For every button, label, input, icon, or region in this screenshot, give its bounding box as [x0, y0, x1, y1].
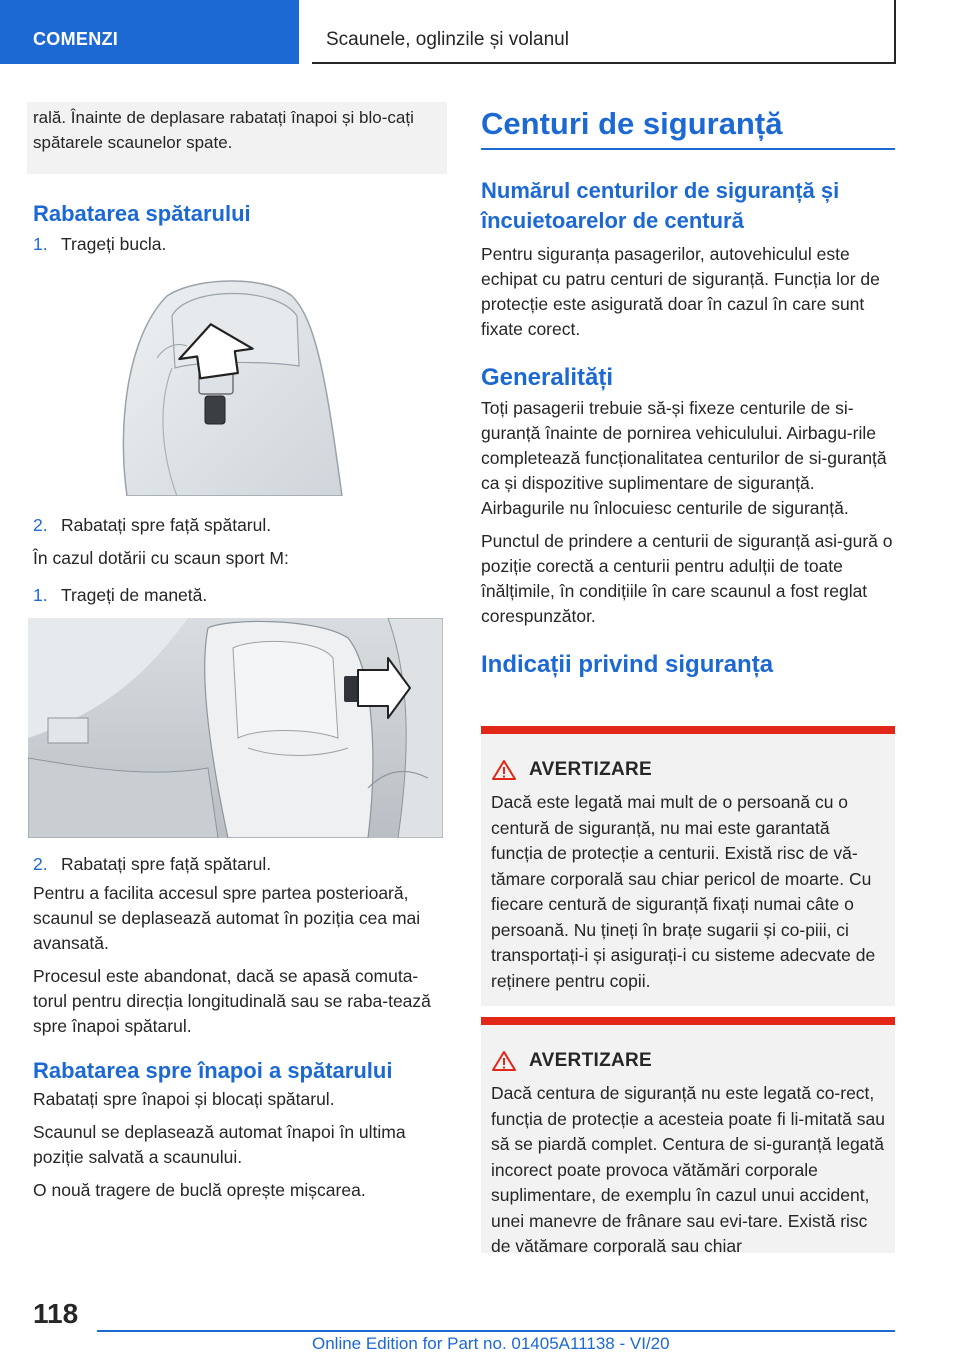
paragraph: Rabatați spre înapoi și blocați spătarul. [33, 1089, 335, 1109]
paragraph: Scaunul se deplasează automat înapoi în ultima poziție salvată a scaunului. [33, 1122, 406, 1167]
step-number: 1. [33, 234, 48, 254]
figure-sport-seat-lever [28, 618, 443, 838]
header-section-label: COMENZI [33, 29, 119, 49]
step-text: Rabatați spre față spătarul. [61, 854, 272, 874]
footer-rule [97, 1330, 895, 1332]
warning-label: AVERTIZARE [529, 1050, 652, 1071]
paragraph: Pentru a facilita accesul spre partea posterioară, scaunul se deplasează automat în poziția cea mai avansată. [33, 883, 421, 953]
step-text: Trageți bucla. [61, 234, 167, 254]
paragraph: Procesul este abandonat, dacă se apasă comuta-torul pentru direcția longitudinală sau se raba-tează spre înapoi spătarul. [33, 966, 431, 1036]
step-text: Trageți de manetă. [61, 585, 208, 605]
warning-triangle-icon [491, 759, 517, 781]
warning-text: Dacă centura de siguranță nu este legată co-rect, funcția de protecție a acesteia poate fi li-mitată sau să se piardă complet. Centura de si-guranță legată incorect poate provoca vătămări corporale suplimentare, de exemplu în cazul unui accident, unei manevre de frânare sau evi-tare. Există risc de vătămare corporală sau chiar [491, 1083, 885, 1256]
figure-backrest-loop [87, 276, 357, 496]
warning-box [481, 1017, 895, 1256]
warning-text: Dacă este legată mai mult de o persoană cu o centură de siguranță, nu mai este garantată funcția de protecție a centurii. Există risc de vă-tămare corporală sau chiar pericol de moarte. Cu fiecare centură de siguranță fixați numai câte o persoană. Nu țineți în brațe sugarii și co-piii, ci transportați-i și asigurați-i cu sisteme adecvate de reținere pentru copii. [491, 792, 876, 991]
continued-note-text: rală. Înainte de deplasare rabatați înapoi și blo-cați spătarele scaunelor spate. [33, 108, 414, 152]
page-number: 118 [33, 1298, 79, 1329]
figure-backrest-loop-drawing [87, 276, 357, 496]
header-section-tab[interactable] [0, 0, 299, 64]
warning-header [481, 734, 895, 786]
step-text: Rabatați spre față spătarul. [61, 515, 272, 535]
footer-edition: Online Edition for Part no. 01405A11138 - VI/20 [312, 1334, 670, 1353]
warning-box [481, 726, 895, 1006]
step-item [33, 232, 447, 257]
step-number: 1. [33, 585, 48, 605]
paragraph: Toți pasagerii trebuie să-și fixeze centurile de si-guranță înainte de pornirea vehiculului. Airbagu-rile completează funcționalitatea centurilor de si-guranță ca și dispozitive suplimentare de siguranță. Airbagurile nu înlocuiesc centurile de siguranță. [481, 398, 887, 518]
step-item [33, 513, 447, 538]
header-title: Scaunele, oglinzile și volanul [326, 29, 569, 50]
step-item [33, 852, 447, 877]
continued-note [27, 102, 447, 174]
header-title-box [312, 0, 896, 64]
step-number: 2. [33, 515, 48, 535]
heading-general: Generalități [481, 364, 614, 391]
heading-safety: Indicații privind siguranța [481, 651, 774, 678]
heading-belt-count: Numărul centurilor de siguranță și încuietoarelor de centură [481, 178, 840, 233]
warning-label: AVERTIZARE [529, 759, 652, 780]
warning-header [481, 1025, 895, 1077]
paragraph: Punctul de prindere a centurii de siguranță asi-gură o poziție corectă a centurii pentru adulții de toate înălțimile, în condițiile în care scaunul a fost reglat corespunzător. [481, 531, 893, 626]
heading-seat-belts: Centuri de siguranță [481, 106, 783, 141]
heading-fold-backrest: Rabatarea spătarului [33, 201, 251, 226]
paragraph: O nouă tragere de buclă oprește mișcarea. [33, 1180, 366, 1200]
step-number: 2. [33, 854, 48, 874]
sport-seat-intro: În cazul dotării cu scaun sport M: [33, 548, 289, 568]
heading-fold-back: Rabatarea spre înapoi a spătarului [33, 1058, 393, 1083]
heading-rule [481, 148, 895, 150]
right-column [481, 102, 895, 679]
step-item [33, 583, 447, 608]
figure-sport-seat-drawing [28, 618, 443, 838]
warning-triangle-icon [491, 1050, 517, 1072]
paragraph: Pentru siguranța pasagerilor, autovehiculul este echipat cu patru centuri de siguranță. Funcția lor de protecție este asigurată doar în cazul în care sunt fixate corect. [481, 244, 880, 339]
